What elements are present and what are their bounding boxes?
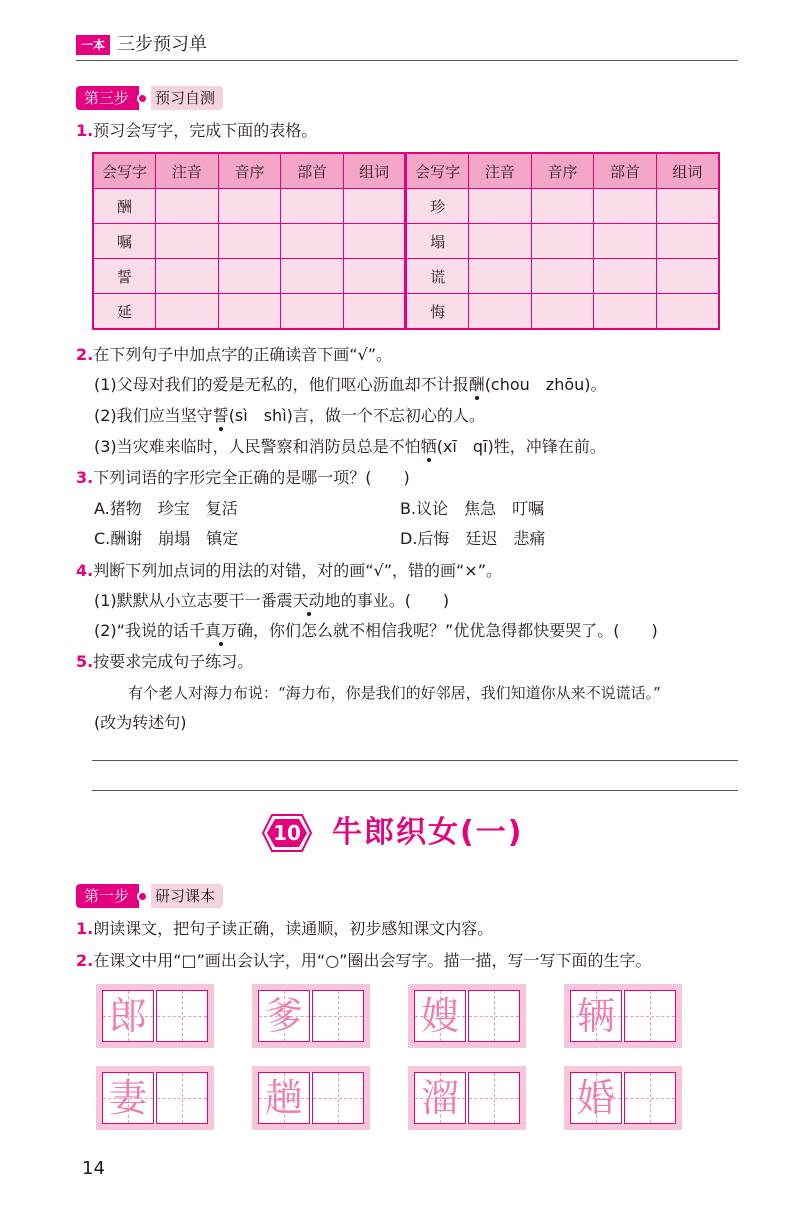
table-char-cell: 珍: [406, 189, 469, 224]
writing-grid: [564, 1066, 682, 1130]
step1-question-2: [76, 950, 651, 972]
character-table: [92, 152, 720, 330]
writing-grid: [252, 1066, 370, 1130]
writing-grid: [408, 984, 526, 1048]
col-header: 音序: [218, 153, 281, 189]
question-3-number: 3.: [76, 468, 94, 487]
trace-char: 婚: [576, 1076, 615, 1120]
answer-cell[interactable]: [156, 224, 219, 259]
brand-logo: 一本: [76, 35, 110, 55]
answer-cell[interactable]: [156, 259, 219, 294]
writing-grid: [408, 1066, 526, 1130]
dotted-char: 酬: [468, 375, 485, 394]
question-number: 1.: [76, 919, 94, 938]
answer-cell[interactable]: [656, 259, 719, 294]
practice-cell[interactable]: [156, 990, 208, 1042]
lesson-title: 牛郎织女(一): [332, 815, 524, 850]
question-3-text[interactable]: 下列词语的字形完全正确的是哪一项？( ): [93, 468, 410, 487]
col-header: 部首: [594, 153, 657, 189]
answer-cell[interactable]: [469, 259, 532, 294]
answer-line[interactable]: [92, 760, 738, 761]
trace-char: 溜: [420, 1076, 459, 1120]
lesson-number-badge: [262, 814, 312, 852]
step-dot-icon: [137, 891, 148, 902]
col-header: 会写字: [406, 153, 469, 189]
table-row: [93, 259, 719, 294]
question-2-text: 在下列句子中加点字的正确读音下画“√”。: [93, 345, 392, 364]
answer-cell[interactable]: [281, 224, 344, 259]
step1-label: 第一步: [76, 884, 139, 908]
question-5-text: 按要求完成句子练习。: [93, 652, 254, 671]
question-1-text: 预习会写字，完成下面的表格。: [93, 121, 318, 140]
practice-cell[interactable]: [312, 990, 364, 1042]
table-row: [93, 189, 719, 224]
q5-note: (改为转述句): [94, 713, 187, 732]
answer-cell[interactable]: [469, 224, 532, 259]
table-row: [93, 224, 719, 259]
table-char-cell: 酬: [93, 189, 156, 224]
pinyin-options[interactable]: (sì shì)言，做一个不忘初心的人。: [228, 406, 485, 425]
practice-cell[interactable]: [156, 1072, 208, 1124]
table-header-row: [93, 153, 719, 189]
answer-cell[interactable]: [156, 189, 219, 224]
answer-paren[interactable]: ，你们怎么就不相信我呢？”优优急得都快要哭了。( ): [252, 621, 658, 640]
question-4: [76, 560, 502, 582]
step1-tag: [76, 884, 223, 908]
question-2: [76, 344, 392, 366]
pinyin-options[interactable]: (chou zhōu)。: [484, 375, 607, 394]
step3-title: 预习自测: [151, 86, 223, 110]
answer-cell[interactable]: [531, 259, 594, 294]
q4-sentence-2: [94, 620, 658, 642]
page-number: 14: [82, 1158, 105, 1179]
answer-cell[interactable]: [218, 259, 281, 294]
question-text: 朗读课文，把句子读正确，读通顺，初步感知课文内容。: [93, 919, 494, 938]
question-1: [76, 120, 317, 142]
col-header: 组词: [343, 153, 406, 189]
sentence-text: (2)“我说的话: [94, 621, 189, 640]
dotted-phrase: 千真万确: [188, 621, 253, 640]
answer-cell[interactable]: [594, 189, 657, 224]
answer-cell[interactable]: [594, 294, 657, 330]
sentence-text: (1)默默从小立志要干一番: [94, 591, 277, 610]
option-c[interactable]: C.酬谢 崩塌 镇定: [94, 529, 239, 548]
step3-label: 第三步: [76, 86, 139, 110]
step3-tag: [76, 86, 223, 110]
table-char-cell: 嘱: [93, 224, 156, 259]
trace-char: 趟: [264, 1076, 303, 1120]
col-header: 注音: [469, 153, 532, 189]
practice-cell[interactable]: [468, 990, 520, 1042]
answer-cell[interactable]: [469, 294, 532, 330]
table-char-cell: 延: [93, 294, 156, 330]
writing-grid: [564, 984, 682, 1048]
option-b[interactable]: B.议论 焦急 叮嘱: [400, 499, 545, 518]
question-5: [76, 651, 253, 673]
col-header: 组词: [656, 153, 719, 189]
answer-cell[interactable]: [281, 259, 344, 294]
table-char-cell: 誓: [93, 259, 156, 294]
trace-char: 妻: [108, 1076, 147, 1120]
option-d[interactable]: D.后悔 廷迟 悲痛: [400, 529, 546, 548]
answer-cell[interactable]: [656, 189, 719, 224]
q2-sentence-2: [94, 405, 485, 427]
answer-cell[interactable]: [531, 224, 594, 259]
question-4-number: 4.: [76, 561, 94, 580]
answer-cell[interactable]: [156, 294, 219, 330]
q5-quote: 有个老人对海力布说：“海力布，你是我们的好邻居，我们知道你从来不说谎话。”: [128, 684, 661, 702]
answer-cell[interactable]: [469, 189, 532, 224]
question-5-number: 5.: [76, 652, 94, 671]
pinyin-options[interactable]: (xī qī)牲，冲锋在前。: [436, 437, 606, 456]
page-header-title: 三步预习单: [117, 34, 207, 55]
table-char-cell: 谎: [406, 259, 469, 294]
answer-cell[interactable]: [281, 189, 344, 224]
answer-cell[interactable]: [343, 294, 406, 330]
answer-cell[interactable]: [594, 224, 657, 259]
answer-cell[interactable]: [218, 294, 281, 330]
q4-sentence-1: [94, 590, 449, 612]
question-2-number: 2.: [76, 345, 94, 364]
answer-cell[interactable]: [594, 259, 657, 294]
answer-paren[interactable]: 的事业。( ): [340, 591, 450, 610]
col-header: 音序: [531, 153, 594, 189]
header-divider: [76, 60, 738, 61]
answer-cell[interactable]: [218, 224, 281, 259]
step1-title: 研习课本: [151, 884, 223, 908]
dotted-char: 牺: [420, 437, 437, 456]
question-3: [76, 467, 410, 489]
question-4-text: 判断下列加点词的用法的对错，对的画“√”，错的画“×”。: [93, 561, 502, 580]
col-header: 部首: [281, 153, 344, 189]
answer-cell[interactable]: [531, 189, 594, 224]
dotted-phrase: 震天动地: [276, 591, 341, 610]
answer-cell[interactable]: [656, 294, 719, 330]
answer-cell[interactable]: [343, 189, 406, 224]
step1-question-1: [76, 918, 493, 940]
answer-cell[interactable]: [343, 224, 406, 259]
table-char-cell: 塌: [406, 224, 469, 259]
q2-sentence-3: [94, 436, 606, 458]
table-row: [93, 294, 719, 330]
lesson-number: 10: [273, 821, 301, 845]
answer-cell[interactable]: [281, 294, 344, 330]
answer-cell[interactable]: [343, 259, 406, 294]
practice-cell[interactable]: [468, 1072, 520, 1124]
answer-cell[interactable]: [656, 224, 719, 259]
practice-cell[interactable]: [624, 990, 676, 1042]
sentence-text: (3)当灾难来临时，人民警察和消防员总是不怕: [94, 437, 421, 456]
answer-cell[interactable]: [531, 294, 594, 330]
trace-char: 嫂: [420, 994, 459, 1038]
practice-cell[interactable]: [312, 1072, 364, 1124]
trace-char: 辆: [576, 994, 615, 1038]
question-number: 2.: [76, 951, 94, 970]
trace-char: 爹: [264, 994, 303, 1038]
col-header: 会写字: [93, 153, 156, 189]
writing-grid: [252, 984, 370, 1048]
col-header: 注音: [156, 153, 219, 189]
option-a[interactable]: A.猪物 珍宝 复活: [94, 499, 238, 518]
dotted-char: 誓: [212, 406, 229, 425]
writing-grid: [96, 984, 214, 1048]
table-char-cell: 悔: [406, 294, 469, 330]
sentence-text: (2)我们应当坚守: [94, 406, 213, 425]
q2-sentence-1: [94, 374, 607, 396]
practice-cell[interactable]: [624, 1072, 676, 1124]
sentence-text: (1)父母对我们的爱是无私的，他们呕心沥血却不计报: [94, 375, 469, 394]
writing-grid: [96, 1066, 214, 1130]
answer-line[interactable]: [92, 790, 738, 791]
question-1-number: 1.: [76, 121, 94, 140]
question-text: 在课文中用“□”画出会认字，用“○”圈出会写字。描一描，写一写下面的生字。: [93, 951, 652, 970]
step-dot-icon: [137, 93, 148, 104]
trace-char: 郎: [108, 994, 147, 1038]
answer-cell[interactable]: [218, 189, 281, 224]
